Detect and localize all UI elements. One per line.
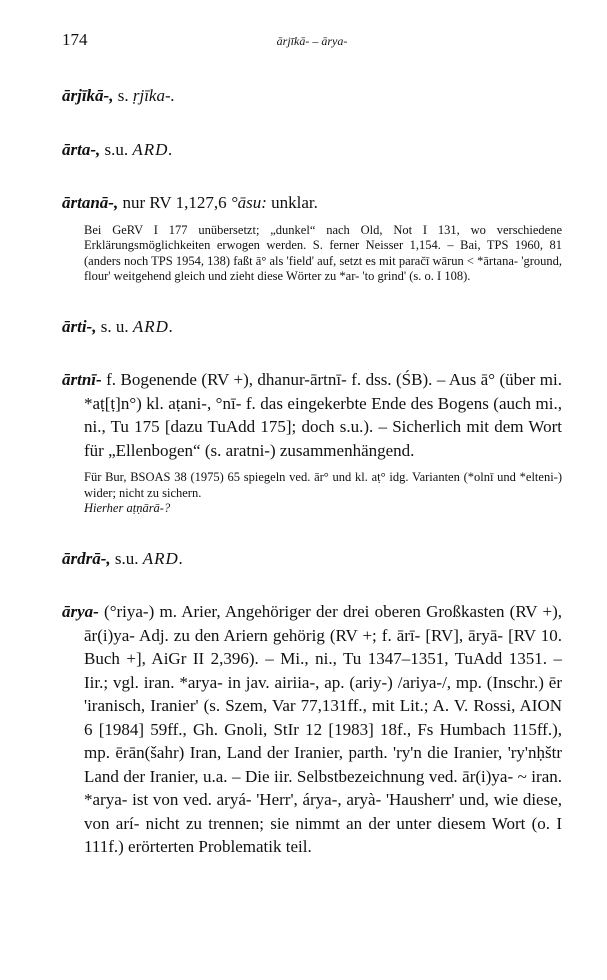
headword: ārtanā-,	[62, 193, 119, 212]
headword: ārta-,	[62, 139, 101, 159]
page-header	[62, 30, 562, 60]
entry-arya	[62, 600, 562, 859]
page-number: 174	[62, 30, 88, 49]
entry-artana: ārtanā-, nur RV 1,127,6 °āsu: unklar.	[62, 193, 318, 212]
entry-arti: ārti-, s. u. ARD.	[62, 316, 175, 336]
headword: ārti-,	[62, 316, 97, 336]
note-artni-hierher: Hierher aṭṇārā-?	[84, 501, 171, 515]
headword: ārjīkā-,	[62, 86, 114, 105]
entry-body: f. Bogenende (RV +), dhanur-ārtnī- f. dss. (ŚB). – Aus ā° (über mi. *aṭ[ṭ]n°) kl. aṭani-, °nī- f. das eingekerbte Ende des Bogens (auch mi., ni., Tu 175 [dazu TuAdd 175]; doch s.u.). – Sicherlich mit dem Wort für „Ellenbogen“ (s. aratni-) zusammenhängend.	[84, 370, 562, 460]
headword: ārya-	[62, 602, 99, 621]
entry-arta: ārta-, s.u. ARD.	[62, 139, 174, 159]
running-head: ārjīkā- – ārya-	[276, 34, 348, 48]
entry-artni	[62, 368, 562, 462]
entry-ardra: ārdrā-, s.u. ARD.	[62, 548, 185, 568]
entry-body: (°riya-) m. Arier, Angehöriger der drei oberen Großkasten (RV +), ār(i)ya- Adj. zu den Ariern gehörig (RV +; f. ārī- [RV], āryā- [RV 10. Buch +], AiGr II 2,396). – Mi., ni., Tu 1347–1351, TuAdd 1351. – Iir.; vgl. iran. *arya- in jav. airiia-, ap. (ariy-) /ariya-/, mp. (Inschr.) ēr 'iranisch, Iranier' (s. Szem, Var 77,131ff., mit Lit.; A. V. Rossi, AION 6 [1984] 59ff., Gh. Gnoli, StIr 12 [1983] 18f., Fs Humbach 115ff.), mp. ērān(šahr) Iran, Land der Iranier, parth. 'ry'n die Iranier, 'ry'nḥštr Land der Iranier, u.a. – Die iir. Selbstbezeichnung ved. ār(i)ya- ~ iran. *arya- ist von ved. aryá- 'Herr', árya-, aryà- 'Hausherr' und, wie diese, von arí- nicht zu trennen; sie nimmt an der unter diesem Wort (o. I 111f.) erörterten Problematik teil.	[84, 602, 562, 856]
dictionary-page	[62, 30, 562, 859]
note-artana: Bei GeRV I 177 unübersetzt; „dunkel“ nach Old, Not I 131, wo verschiedene Erklärungsmöglichkeiten erwogen werden. S. ferner Neisser 1,154. – Bai, TPS 1960, 81 (anders noch TPS 1954, 138) faßt ā° als 'field' auf, setzt es mit paračī wārun < *ārtana- 'ground, flour' weitgehend gleich und zieht diese Wörter zu *ar- 'to grind' (s. o. I 108).	[84, 222, 562, 283]
headword: ārdrā-,	[62, 548, 111, 568]
headword: ārtnī-	[62, 370, 102, 389]
note-artni: Für Bur, BSOAS 38 (1975) 65 spiegeln ved. ār° und kl. aṭ° idg. Varianten (*olnī und *elteni-) wider; nicht zu sichern.	[84, 470, 562, 500]
entry-arjika: ārjīkā-, s. ṛjīka-.	[62, 86, 175, 105]
